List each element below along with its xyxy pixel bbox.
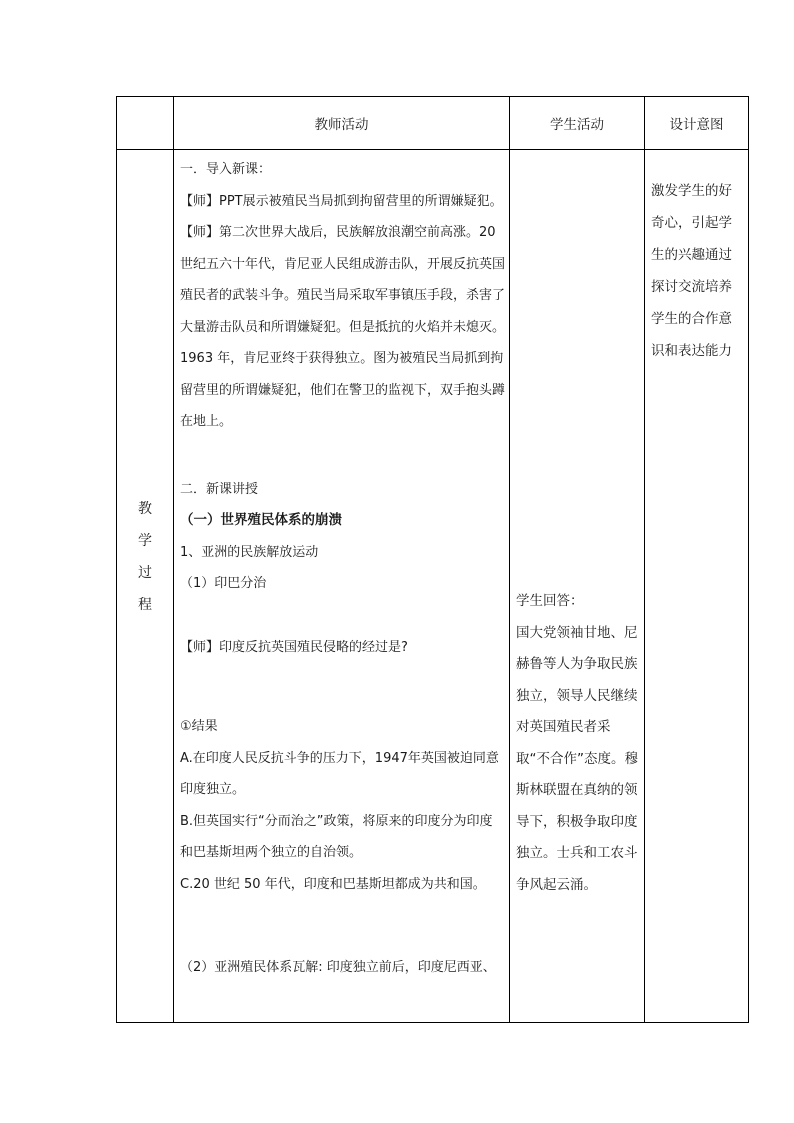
design-intent-text: 激发学生的好奇心，引起学生的兴趣通过探讨交流培养学生的合作意识和表达能力	[651, 183, 732, 359]
table-body-row	[117, 150, 749, 1023]
design-intent-cell	[645, 150, 749, 1023]
intro-background-paragraph: 【师】第二次世界大战后，民族解放浪潮空前高涨。20世纪五六十年代，肯尼亚人民组成游击队，开展反抗英国殖民者的武装斗争。殖民当局采取军事镇压手段，杀害了大量游击队员和所谓嫌疑犯。但是抵抗的火焰并未熄灭。1963 年，肯尼亚终于获得独立。图为被殖民当局抓到拘留营里的所谓嫌疑犯，他们在警卫的监视下，双手抱头蹲在地上。	[180, 225, 506, 429]
teacher-activity-cell	[174, 150, 510, 1023]
point-b: B.但英国实行“分而治之”政策，将原来的印度分为印度和巴基斯坦两个独立的自治领。	[180, 813, 493, 860]
process-label: 教学过程	[138, 501, 152, 613]
header-student-activity: 学生活动	[510, 97, 645, 150]
point-a: A.在印度人民反抗斗争的压力下，1947年英国被迫同意印度独立。	[180, 750, 499, 797]
point-c: C.20 世纪 50 年代，印度和巴基斯坦都成为共和国。	[180, 876, 486, 892]
header-design-intent: 设计意图	[645, 97, 749, 150]
teacher-question: 【师】印度反抗英国殖民侵略的经过是?	[180, 639, 408, 655]
student-activity-cell	[510, 150, 645, 1023]
header-teacher-activity: 教师活动	[174, 97, 510, 150]
sub-heading: 1、亚洲的民族解放运动	[180, 544, 319, 560]
item-asia-colonial-collapse: （2）亚洲殖民体系瓦解: 印度独立前后，印度尼西亚、	[180, 960, 496, 975]
new-lesson-title: 二．新课讲授	[180, 481, 259, 497]
student-answer-label: 学生回答：	[516, 593, 584, 609]
intro-ppt-paragraph: 【师】PPT展示被殖民当局抓到拘留营里的所谓嫌疑犯。	[180, 193, 503, 209]
lesson-plan-table	[116, 96, 749, 1023]
table-header-row	[117, 97, 749, 150]
process-label-cell	[117, 150, 174, 1023]
intro-title: 一．导入新课：	[180, 162, 272, 177]
header-empty-cell	[117, 97, 174, 150]
student-answer-text: 国大党领袖甘地、尼赫鲁等人为争取民族独立，领导人民继续对英国殖民者采取“不合作”态度。穆斯林联盟在真纳的领导下，积极争取印度独立。士兵和工农斗争风起云涌。	[516, 624, 638, 893]
section-heading: （一）世界殖民体系的崩溃	[180, 512, 342, 528]
result-label: ①结果	[180, 719, 218, 734]
item-india-pakistan: （1）印巴分治	[180, 576, 267, 591]
